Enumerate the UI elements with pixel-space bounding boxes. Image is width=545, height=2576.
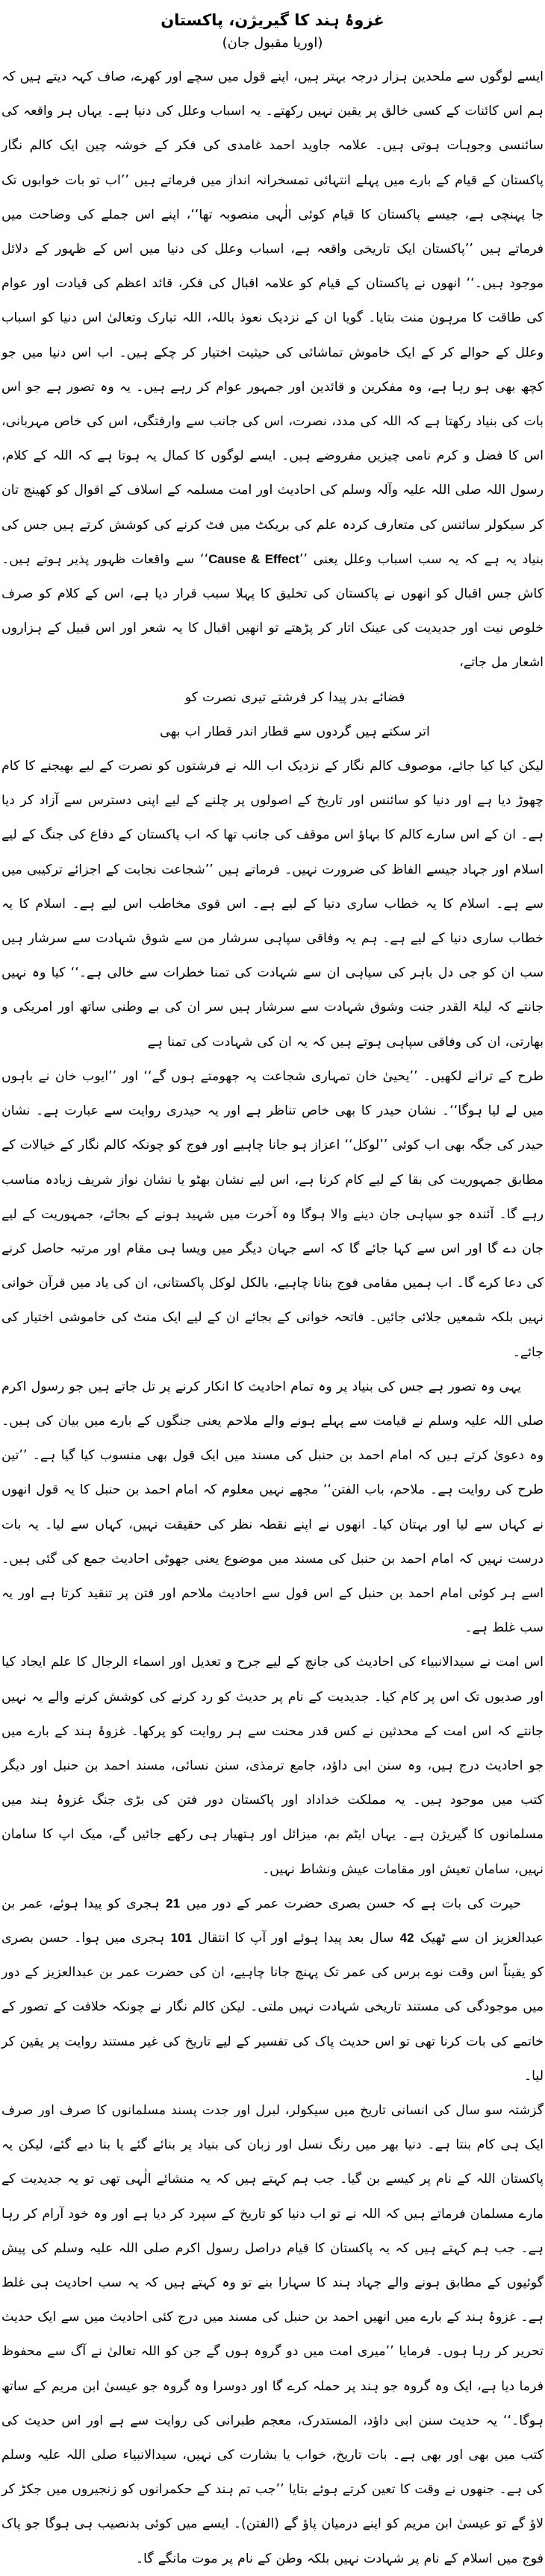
paragraph-2: لیکن کیا کیا جائے، موصوف کالم نگار کے نزدیک اب اللہ نے فرشتوں کو نصرت کے لیے بھیجنے کا کام چھوڑ دیا ہے اور دنیا کو سائنس اور تاریخ کے اصولوں پر چلنے کے لیے اپنی دسترس سے آزاد کر دیا ہے۔ ان کے اس سارے کالم کا بہاؤ اس موقف کی جانب تھا کہ اب پاکستان کے دفاع کی جنگ کے لیے اسلام اور جہاد جیسے الفاظ کی ضرورت نہیں۔ فرماتے ہیں ’’شجاعت نجابت کے اجزائے ترکیبی میں سے ہے۔ اسلام کا یہ خطاب ساری دنیا کے لیے ہے۔ اس قوی مخاطب اس لیے ہے۔ اسلام کا یہ خطاب ساری دنیا کے لیے ہے۔ ہم یہ وفاقی سپاہی سرشار من سے شوق شہادت سے سرشار ہیں سب ان کو جی دل باہر کی سپاہی ان سے شہادت کی تمنا خطرات سے خالی ہے۔‘‘ کیا وہ نہیں جانتے کہ لیلۃ القدر جنت وشوق شہادت سے سرشار ہیں سر ان کی بے وطنی ساتھ اور امریکی و بھارتی، ان کی وفاقی سپاہی ہوتے ہیں کہ یہ ان کی شہادت کی تمنا ہے	[1, 759, 544, 1050]
couplet-line-1: فضائے بدر پیدا کر فرشتے تیری نصرت کو	[184, 689, 405, 705]
inline-number: 101	[170, 1930, 192, 1945]
paragraph-1: ایسے لوگوں سے ملحدین ہزار درجہ بہتر ہیں، اپنے قول میں سچے اور کھرے، صاف کہہ دیتے ہیں کہ ہم اس کائنات کے کسی خالق پر یقین نہیں رکھتے۔ یہ اسباب وعلل کی دنیا ہے۔ یہاں ہر واقعہ کی سائنسی وجوہات ہوتی ہیں۔ علامہ جاوید احمد غامدی کی فکر کے خوشہ چین ایک کالم نگار پاکستان کے قیام کے بارے میں پہلے انتہائی تمسخرانہ انداز میں فرماتے ہیں ’’اب تو بات خوابوں تک جا پہنچی ہے، جیسے پاکستان کا قیام کوئی الٰہی منصوبہ تھا‘‘، اپنے اس جملے کی وضاحت میں فرماتے ہیں ’’پاکستان ایک تاریخی واقعہ ہے، اسباب وعلل کی دنیا میں اس کے ظہور کے دلائل موجود ہیں۔‘‘ انھوں نے پاکستان کے قیام کو علامہ اقبال کی فکر، قائد اعظم کی قیادت اور عوام کی طاقت کا مرہون منت بتایا۔ گویا ان کے نزدیک نعوذ باللہ، اللہ تبارک وتعالیٰ اس دنیا کو اسباب وعلل کے حوالے کر کے ایک خاموش تماشائی کی حیثیت اختیار کر چکے ہیں۔ اب اس دنیا میں جو کچھ بھی ہو رہا ہے، وہ مفکرین و قائدین اور جمہور عوام کر رہے ہیں۔ یہ وہ تصور ہے جو اس بات کی بنیاد رکھتا ہے کہ اللہ کی مدد، نصرت، اس کی جانب سے وارفتگی، اس کی خاص مہربانی، اس کا فضل و کرم نامی چیزیں مفروضے ہیں۔ ایسے لوگوں کا کمال یہ ہوتا ہے کہ اللہ کے کلام، رسول اللہ صلی اللہ علیہ وآلہ وسلم کی احادیث اور امت مسلمہ کے اسلاف کے اقوال کو کھینچ تان کر سیکولر سائنس کی متعارف کردہ علم کی بریکٹ میں فٹ کرنے کی کوشش کرتے ہیں جس کی بنیاد یہ ہے کہ یہ سب اسباب وعلل یعنی ’’Cause & Effect‘‘ سے واقعات ظہور پذیر ہوتے ہیں۔ کاش جس اقبال کو انھوں نے پاکستان کی تخلیق کا پہلا سبب قرار دیا ہے، اس کے کلام کو صرف خلوص نیت اور جدیدیت کی عینک اتار کر پڑھتے تو انھیں اقبال کا یہ شعر اور اس قبیل کے ہزاروں اشعار مل جاتے،	[1, 69, 544, 671]
page-title: غزوۂ ہند کا گیریژن، پاکستان	[161, 11, 384, 29]
paragraph-5: اس امت نے سیدالانبیاء کی احادیث کی جانچ کے لیے جرح و تعدیل اور اسماء الرجال کا علم ایجاد کیا اور صدیوں تک اس پر کام کیا۔ جدیدیت کے نام پر حدیث کو رد کرنے کی کوشش کرنے والے یہ نہیں جانتے کہ اس امت کے محدثین نے کس قدر محنت سے ہر روایت کو پرکھا۔ غزوۂ ہند کے بارے میں جو احادیث درج ہیں، وہ سنن ابی داؤد، جامع ترمذی، سنن نسائی، مسند احمد بن حنبل اور دیگر کتب میں موجود ہیں۔ یہ مملکت خداداد اور پاکستان دور فتن کی بڑی جنگ غزوۂ ہند میں مسلمانوں کا گیریژن ہے۔ یہاں ایٹم بم، میزائل اور ہتھیار ہی رکھے جائیں گے، میک اپ کا سامان نہیں، سامان تعیش اور مقامات عیش ونشاط نہیں۔	[1, 1655, 544, 1877]
article-body	[1, 60, 544, 2576]
inline-latin-term: Cause & Effect	[208, 551, 299, 566]
paragraph-6: حیرت کی بات ہے کہ حسن بصری حضرت عمر کے دور میں 21 ہجری کو پیدا ہوئے، عمر بن عبدالعزیز ان سے ٹھیک 42 سال بعد پیدا ہوئے اور آپ کا انتقال 101 ہجری میں ہوا۔ حسن بصری کو یقیناً اس وقت نوے برس کی عمر تک پہنچ جانا چاہیے، ان کی حضرت عمر بن عبدالعزیز کے دور میں موجودگی کی مستند تاریخی شہادت نہیں ملتی۔ لیکن کالم نگار نے چونکہ خلافت کے تصور کے خاتمے کی بات کرنا تھی تو اس حدیث پاک کی تفسیر کے لیے تاریخ کی غیر مستند روایت پر یقین کر لیا۔	[1, 1896, 544, 2084]
couplet-line-2: اتر سکتے ہیں گردوں سے قطار اندر قطار اب بھی	[160, 724, 430, 739]
inline-number: 21	[166, 1896, 181, 1911]
author-byline: (اوریا مقبول جان)	[222, 35, 323, 51]
inline-number: 42	[399, 1930, 414, 1945]
paragraph-3: طرح کے ترانے لکھیں۔ ’’یحییٰ خان تمہاری شجاعت پہ جھومتے ہوں گے‘‘ اور ’’ایوب خان نے باہوں میں لے لیا ہوگا‘‘۔ نشان حیدر کا بھی خاص تناظر ہے اور یہ حیدری روایت سے عبارت ہے۔ نشان حیدر کی جگہ بھی اب کوئی ’’لوکل‘‘ اعزاز ہو جانا چاہیے اور فوج کو چونکہ کالم نگار کے خیالات کے مطابق جمہوریت کی بقا کے لیے کام کرنا ہے، اس لیے نشان بھٹو یا نشان نواز شریف زیادہ مناسب رہے گا۔ آئندہ جو سپاہی جان دینے والا ہوگا وہ آخرت میں شہید ہونے کے بجائے، جمہوریت کے لیے جان دے گا اور اس سے کہا جائے گا کہ اسے جہان دیگر میں ویسا ہی مقام اور مرتبہ حاصل کرنے کی دعا کرے گا۔ اب ہمیں مقامی فوج بنانا چاہیے، بالکل لوکل پاکستانی، ان کی یاد میں قرآن خوانی نہیں بلکہ شمعیں جلائی جائیں۔ فاتحہ خوانی کے بجائے ان کے لیے ایک منٹ کی خاموشی اختیار کی جائے۔	[1, 1068, 544, 1360]
paragraph-7: گزشتہ سو سال کی انسانی تاریخ میں سیکولر، لبرل اور جدت پسند مسلمانوں کا صرف اور صرف ایک ہی کام بنتا ہے۔ دنیا بھر میں رنگ نسل اور زبان کی بنیاد پر بنائے گئے یا بنا دیے گئے، لیکن یہ پاکستان اللہ کے نام پر کیسے بن گیا۔ جب ہم کہتے ہیں کہ یہ منشائے الٰہی تھی تو یہ جدیدیت کے مارے مسلمان فرماتے ہیں کہ اللہ نے تو اب دنیا کو تاریخ کے سپرد کر دیا ہے اور وہ خود آرام کر رہا ہے۔ جب ہم کہتے ہیں کہ یہ پاکستان کا قیام دراصل رسول اکرم صلی اللہ علیہ وسلم کی پیش گوئیوں کے مطابق ہونے والے جہاد ہند کا سہارا بنے تو وہ کہتے ہیں کہ یہ سب احادیث ہی غلط ہے۔ غزوۂ ہند کے بارے میں انھیں احمد بن حنبل کی مسند میں درج کئی احادیث میں سے ایک حدیث تحریر کر رہا ہوں۔ فرمایا ’’میری امت میں دو گروہ ہوں گے جن کو اللہ تعالیٰ نے آگ سے محفوظ فرما دیا ہے، ایک وہ گروہ جو ہند پر حملہ کرے گا اور دوسرا وہ گروہ جو عیسیٰ ابن مریم کے ساتھ ہوگا۔‘‘ یہ حدیث سنن ابی داؤد، المستدرک، معجم طبرانی کی روایت سے ہے اور اس حدیث کی کتب میں بھی اور بھی ہے۔ بات تاریخ، خواب یا بشارت کی نہیں، سیدالانبیاء صلی اللہ علیہ وسلم کی ہے۔ جنھوں نے وقت کا تعین کرتے ہوئے بتایا ’’جب تم ہند کے حکمرانوں کو زنجیروں میں جکڑ کر لاؤ گے تو عیسیٰ ابن مریم کو اپنے درمیان پاؤ گے (الفتن)۔ ایسے میں کوئی بدنصیب ہی ہوگا جو پاک فوج میں اسلام کے نام پر شہادت نہیں بلکہ وطن کے نام پر موت مانگے گا۔	[1, 2102, 544, 2566]
poetry-couplet	[1, 680, 544, 749]
paragraph-4: یہی وہ تصور ہے جس کی بنیاد پر وہ تمام احادیث کا انکار کرنے پر تل جاتے ہیں جو رسول اکرم صلی اللہ علیہ وسلم نے قیامت سے پہلے ہونے والے ملاحم یعنی جنگوں کے بارے میں بیان کی ہیں۔ وہ دعویٰ کرتے ہیں کہ امام احمد بن حنبل کی مسند میں ایک قول بھی منسوب کیا گیا ہے۔ ’’تین طرح کی روایت ہے۔ ملاحم، باب الفتن‘‘ مجھے نہیں معلوم کہ امام احمد بن حنبل کا یہ قول انھوں نے کہاں سے لیا اور بہتان کیا۔ انھوں نے اپنے نقطہ نظر کی حقیقت نہیں، کہاں سے لیا۔ یہ بات درست نہیں کہ امام احمد بن حنبل کی مسند میں موضوع یعنی جھوٹی احادیث جمع کی گئی ہیں۔ اسے ہر کوئی امام احمد بن حنبل کے اس قول سے احادیث ملاحم اور فتن پر تنقید کرتا ہے اور یہ سب غلط ہے۔	[1, 1379, 544, 1636]
